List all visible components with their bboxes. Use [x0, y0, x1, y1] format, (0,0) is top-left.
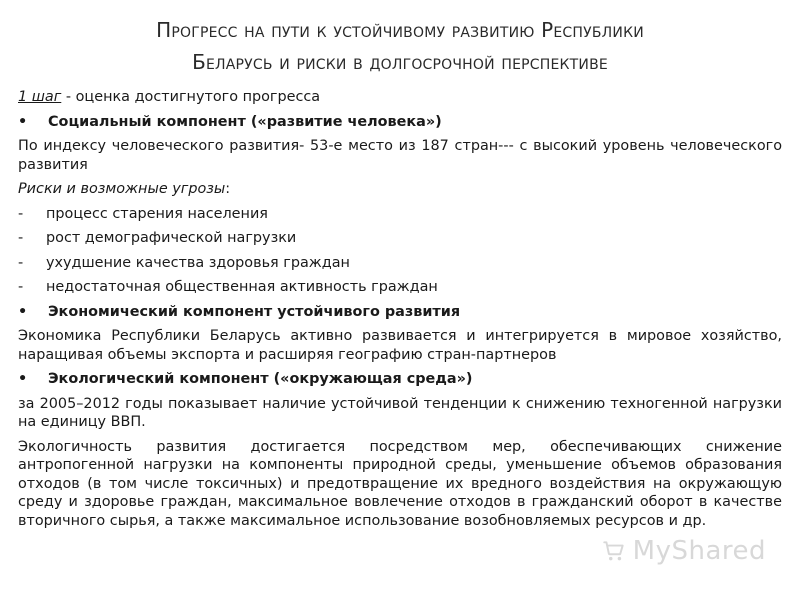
ecological-heading-text: Экологический компонент («окружающая среда») [48, 371, 473, 387]
social-text: По индексу человеческого развития- 53-е место из 187 стран--- с высокий уровень человеческого развития [18, 138, 782, 173]
risks-suffix: : [225, 181, 231, 197]
step-line [18, 88, 782, 107]
ecological-text: за 2005–2012 годы показывает наличие устойчивой тенденции к снижению техногенной нагрузки на единицу ВВП. [18, 395, 782, 430]
risks-heading [18, 180, 782, 199]
title-line-2: Беларусь и риски в долгосрочной перспективе [192, 50, 608, 74]
risk-item-text: ухудшение качества здоровья граждан [46, 254, 350, 271]
bullet-icon: • [18, 303, 28, 320]
bullet-icon: • [18, 113, 28, 130]
risks-label: Риски и возможные угрозы [18, 181, 226, 197]
slide-content [18, 88, 782, 530]
page-title [18, 14, 782, 78]
dash-icon: - [18, 279, 24, 295]
risk-item-text: недостаточная общественная активность граждан [46, 279, 438, 295]
list-item [18, 205, 782, 224]
list-item [18, 254, 782, 273]
dash-icon: - [18, 205, 24, 222]
economic-heading [18, 303, 782, 322]
risk-item-text: процесс старения населения [46, 205, 268, 222]
economic-text: Экономика Республики Беларусь активно развивается и интегрируется в мировое хозяйство, наращивая объемы экспорта и расширяя географию стран-партнеров [18, 328, 782, 363]
list-item [18, 229, 782, 248]
dash-icon: - [18, 254, 24, 271]
dash-icon: - [18, 230, 24, 246]
social-heading [18, 113, 782, 132]
watermark-text: MyShared [632, 536, 766, 566]
watermark [601, 536, 766, 566]
economic-heading-text: Экономический компонент устойчивого развития [48, 303, 461, 320]
risk-item-text: рост демографической нагрузки [46, 230, 297, 246]
step-text: - оценка достигнутого прогресса [61, 89, 321, 105]
title-line-1: Прогресс на пути к устойчивому развитию Республики [156, 18, 644, 42]
cart-icon [601, 538, 627, 564]
list-item [18, 278, 782, 297]
risks-list [18, 205, 782, 297]
ecological-text-2: Экологичность развития достигается посредством мер, обеспечивающих снижение антропогенной нагрузки на компоненты природной среды, уменьшение объемов образования отходов (в том числе токсичных) и предотвращение их вредного воздействия на окружающую среду и здоровье граждан, максимальное вовлечение отходов в гражданский оборот в качестве вторичного сырья, а также максимальное использование возобновляемых ресурсов и др. [18, 438, 782, 529]
bullet-icon: • [18, 371, 28, 387]
step-label: 1 шаг [18, 89, 62, 105]
social-heading-text: Социальный компонент («развитие человека») [48, 113, 442, 130]
ecological-heading [18, 370, 782, 389]
